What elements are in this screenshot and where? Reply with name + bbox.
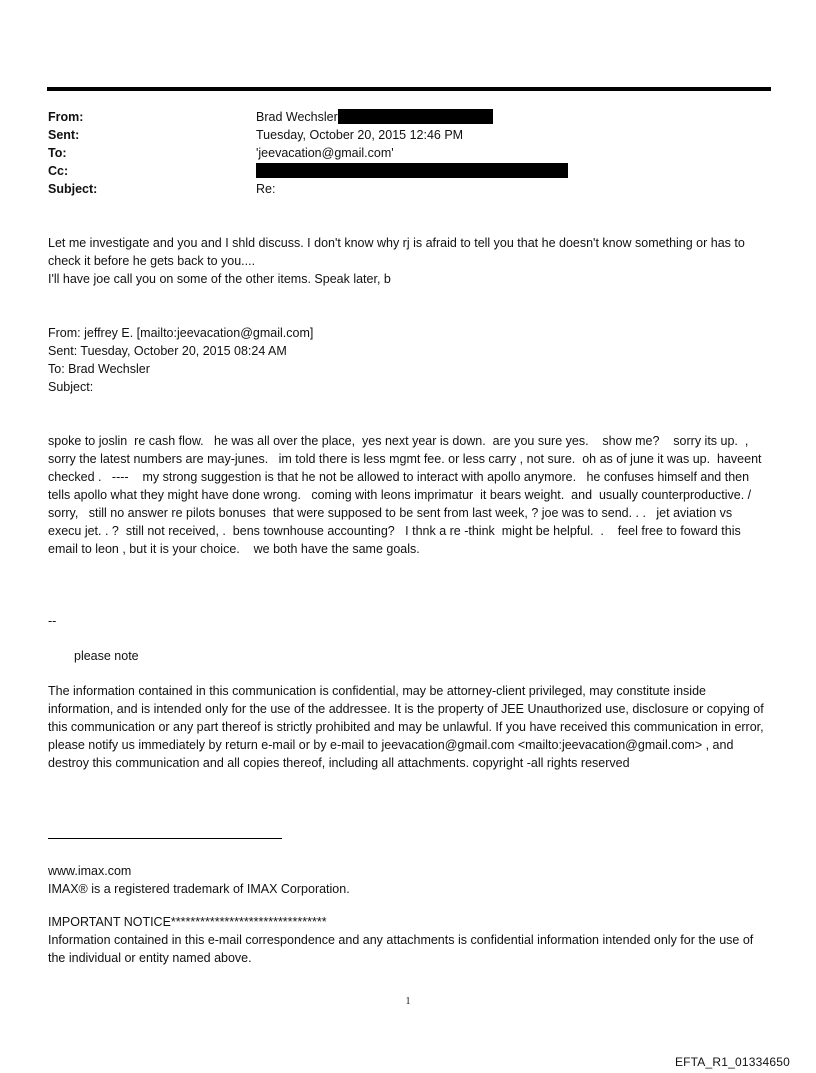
bates-number: EFTA_R1_01334650 bbox=[674, 1055, 790, 1069]
sent-row bbox=[48, 126, 748, 144]
disclaimer-text: The information contained in this communication is confidential, may be attorney-client privileged, may constitute inside information, and is intended only for the use of the addressee. It is the property of JEE Unauthorized use, disclosure or copying of this communication or any part thereof is strictly prohibited and may be unlawful. If you have received this communication in error, please notify us immediately by return e-mail or by e-mail to jeevacation@gmail.com <mailto:jeevacation@gmail.com> , and destroy this communication and all copies thereof, including all attachments. copyright -all rights reserved bbox=[48, 684, 764, 770]
quoted-body bbox=[48, 432, 768, 558]
subject-row bbox=[48, 180, 748, 198]
quoted-to: To: Brad Wechsler bbox=[48, 362, 150, 376]
from-label: From: bbox=[48, 110, 84, 124]
signature-rule bbox=[48, 838, 282, 839]
notice-text: Information contained in this e-mail correspondence and any attachments is confidential information intended only for the use of the individual or entity named above. bbox=[48, 933, 754, 965]
sent-value: Tuesday, October 20, 2015 12:46 PM bbox=[256, 128, 464, 142]
footer-info bbox=[48, 862, 768, 898]
email-header bbox=[48, 108, 748, 198]
to-label: To: bbox=[48, 146, 67, 160]
from-value: Brad Wechsler bbox=[256, 110, 338, 124]
cc-label: Cc: bbox=[48, 164, 69, 178]
subject-label: Subject: bbox=[48, 182, 98, 196]
reply-paragraph: Let me investigate and you and I shld discuss. I don't know why rj is afraid to tell you that he doesn't know something or has to check it before he gets back to you.... bbox=[48, 236, 745, 268]
from-value-wrap bbox=[256, 108, 493, 126]
reply-body bbox=[48, 234, 768, 288]
important-notice bbox=[48, 913, 770, 967]
to-row bbox=[48, 144, 748, 162]
signature-dashes: -- bbox=[48, 614, 57, 628]
quoted-sent: Sent: Tuesday, October 20, 2015 08:24 AM bbox=[48, 344, 287, 358]
notice-heading: IMPORTANT NOTICE******************************** bbox=[48, 915, 327, 929]
page-number: 1 bbox=[405, 996, 411, 1007]
disclaimer bbox=[48, 682, 770, 772]
redaction-bar bbox=[256, 163, 568, 178]
subject-value: Re: bbox=[256, 182, 276, 196]
to-value: 'jeevacation@gmail.com' bbox=[256, 146, 394, 160]
website-link[interactable]: www.imax.com bbox=[48, 864, 132, 878]
quoted-body-text: spoke to joslin re cash flow. he was all over the place, yes next year is down. are you sure yes. show me? sorry its up. , sorry the latest numbers are may-junes. im told there is less mgmt fee. or less carry , not sure. oh as of june it was up. haveent checked . ---- my strong suggestion is that he not be allowed to interact with apollo anymore. he confuses himself and then tells apollo what they might have done wrong. coming with leons imprimatur it bears weight. and usually counterproductive. / sorry, still no answer re pilots bonuses that were supposed to be sent from last week, ? joe was to send. . . jet aviation vs execu jet. . ? still not received, . bens townhouse accounting? I thnk a re -think might be helpful. . feel free to foward this email to leon , but it is your choice. we both have the same goals. bbox=[48, 434, 766, 556]
from-row bbox=[48, 108, 748, 126]
cc-value-wrap bbox=[256, 162, 568, 180]
quoted-header bbox=[48, 324, 768, 396]
header-rule bbox=[47, 87, 771, 91]
redaction-bar bbox=[338, 109, 493, 124]
quoted-subject: Subject: bbox=[48, 380, 94, 394]
cc-row bbox=[48, 162, 748, 180]
reply-paragraph: I'll have joe call you on some of the other items. Speak later, b bbox=[48, 272, 391, 286]
quoted-from: From: jeffrey E. [mailto:jeevacation@gmail.com] bbox=[48, 326, 314, 340]
sent-label: Sent: bbox=[48, 128, 80, 142]
please-note: please note bbox=[74, 649, 139, 663]
trademark-text: IMAX® is a registered trademark of IMAX Corporation. bbox=[48, 882, 350, 896]
